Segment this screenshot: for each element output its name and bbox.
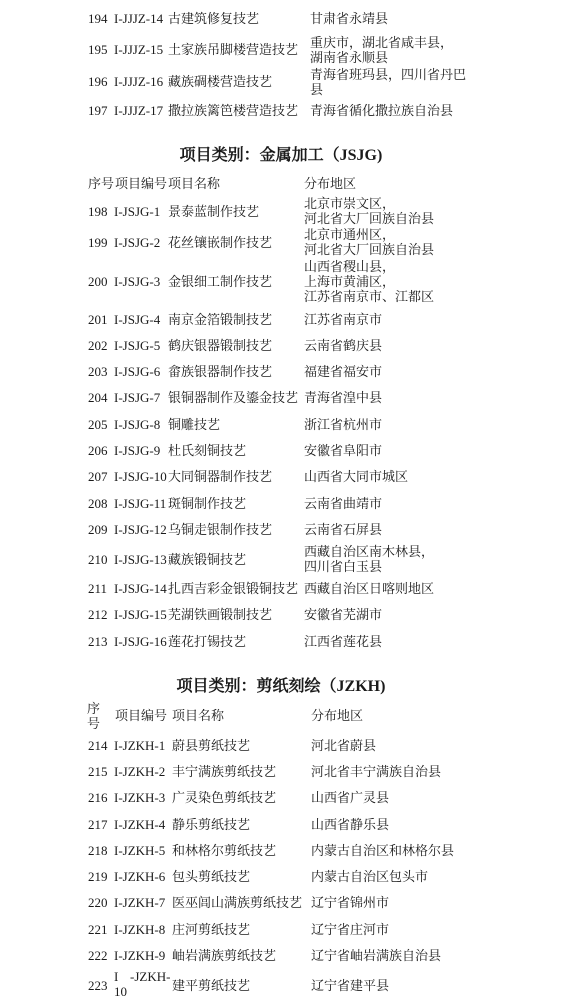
item-region: 山西省静乐县	[311, 817, 390, 832]
item-region: 青海省湟中县	[304, 390, 383, 405]
header-region: 分布地区	[311, 708, 364, 723]
item-code: I-JSJG-2	[114, 235, 161, 250]
row-number: 211	[88, 581, 108, 596]
item-name: 医巫闾山满族剪纸技艺	[172, 895, 303, 910]
header-name: 项目名称	[168, 176, 221, 191]
item-name: 庄河剪纸技艺	[172, 922, 251, 937]
row-number: 208	[88, 496, 108, 511]
header-number: 序号	[88, 176, 115, 191]
item-region: 云南省鹤庆县	[304, 338, 383, 353]
item-name: 花丝镶嵌制作技艺	[168, 235, 273, 250]
item-name: 南京金箔锻制技艺	[168, 312, 273, 327]
row-number: 219	[88, 869, 108, 884]
item-region: 青海省班玛县，四川省丹巴 县	[310, 67, 467, 97]
item-name: 大同铜器制作技艺	[168, 469, 273, 484]
row-number: 214	[88, 738, 108, 753]
item-code: I-JSJG-11	[114, 496, 167, 511]
item-code: I	[114, 969, 119, 984]
header-code: 项目编号	[115, 176, 168, 191]
item-code: -JZKH-	[130, 969, 171, 984]
item-name: 土家族吊脚楼营造技艺	[168, 42, 299, 57]
item-region: 云南省曲靖市	[304, 496, 383, 511]
item-name: 莲花打锡技艺	[168, 634, 247, 649]
item-code: I-JZKH-7	[114, 895, 166, 910]
item-name: 蔚县剪纸技艺	[172, 738, 251, 753]
item-code: I-JZKH-3	[114, 790, 166, 805]
item-code: I-JJJZ-15	[114, 42, 164, 57]
item-region: 河北省蔚县	[311, 738, 377, 753]
item-code: I-JZKH-2	[114, 764, 166, 779]
row-number: 200	[88, 274, 108, 289]
item-region: 山西省稷山县， 上海市黄浦区， 江苏省南京市、江都区	[304, 259, 435, 304]
item-code: I-JSJG-14	[114, 581, 167, 596]
row-number: 201	[88, 312, 108, 327]
section-title-jzkh: 项目类别：剪纸刻绘（JZKH)	[176, 678, 386, 695]
item-code: I-JSJG-12	[114, 522, 167, 537]
item-name: 铜雕技艺	[168, 417, 221, 432]
header-region: 分布地区	[304, 176, 357, 191]
row-number: 210	[88, 552, 108, 567]
row-number: 198	[88, 204, 108, 219]
row-number: 202	[88, 338, 108, 353]
row-number: 204	[88, 390, 108, 405]
row-number: 218	[88, 843, 108, 858]
item-region: 云南省石屏县	[304, 522, 383, 537]
row-number: 199	[88, 235, 108, 250]
item-name: 乌铜走银制作技艺	[168, 522, 273, 537]
item-region: 重庆市，湖北省咸丰县， 湖南省永顺县	[310, 35, 454, 65]
item-name: 畲族银器制作技艺	[168, 364, 273, 379]
row-number: 197	[88, 103, 108, 118]
row-number: 205	[88, 417, 108, 432]
item-region: 福建省福安市	[304, 364, 383, 379]
row-number: 203	[88, 364, 108, 379]
row-number: 221	[88, 922, 108, 937]
item-name: 丰宁满族剪纸技艺	[172, 764, 277, 779]
row-number: 206	[88, 443, 108, 458]
item-name: 撒拉族篱笆楼营造技艺	[168, 103, 299, 118]
item-code: I-JZKH-8	[114, 922, 166, 937]
item-name: 金银细工制作技艺	[168, 274, 273, 289]
item-region: 辽宁省岫岩满族自治县	[311, 948, 442, 963]
item-code: I-JSJG-8	[114, 417, 161, 432]
item-code: I-JSJG-10	[114, 469, 167, 484]
item-code: I-JSJG-16	[114, 634, 167, 649]
item-region: 辽宁省建平县	[311, 978, 390, 993]
row-number: 209	[88, 522, 108, 537]
item-code: 10	[114, 984, 127, 999]
section-title-jsjg: 项目类别：金属加工（JSJG)	[179, 147, 383, 164]
item-region: 北京市崇文区， 河北省大厂回族自治县	[304, 196, 435, 226]
item-region: 安徽省芜湖市	[304, 607, 383, 622]
row-number: 215	[88, 764, 108, 779]
item-name: 古建筑修复技艺	[168, 11, 260, 26]
header-number: 序	[87, 701, 101, 716]
item-region: 山西省大同市城区	[304, 469, 409, 484]
item-code: I-JSJG-7	[114, 390, 161, 405]
item-code: I-JSJG-1	[114, 204, 161, 219]
item-region: 内蒙古自治区和林格尔县	[311, 843, 455, 858]
item-region: 山西省广灵县	[311, 790, 390, 805]
item-code: I-JZKH-6	[114, 869, 166, 884]
item-region: 甘肃省永靖县	[310, 11, 389, 26]
item-region: 西藏自治区日喀则地区	[304, 581, 435, 596]
header-name: 项目名称	[172, 708, 225, 723]
item-name: 扎西吉彩金银锻铜技艺	[168, 581, 299, 596]
item-region: 浙江省杭州市	[304, 417, 383, 432]
header-number: 号	[87, 716, 101, 731]
item-region: 江苏省南京市	[304, 312, 383, 327]
row-number: 222	[88, 948, 108, 963]
item-name: 藏族锻铜技艺	[168, 552, 247, 567]
item-code: I-JZKH-4	[114, 817, 166, 832]
row-number: 196	[88, 74, 108, 89]
item-name: 静乐剪纸技艺	[172, 817, 251, 832]
item-region: 西藏自治区南木林县， 四川省白玉县	[304, 544, 435, 574]
item-region: 辽宁省庄河市	[311, 922, 390, 937]
row-number: 220	[88, 895, 108, 910]
item-code: I-JSJG-4	[114, 312, 161, 327]
item-name: 藏族碉楼营造技艺	[168, 74, 273, 89]
item-region: 安徽省阜阳市	[304, 443, 383, 458]
item-name: 斑铜制作技艺	[168, 496, 247, 511]
row-number: 207	[88, 469, 108, 484]
item-code: I-JSJG-5	[114, 338, 161, 353]
item-name: 岫岩满族剪纸技艺	[172, 948, 277, 963]
item-code: I-JSJG-13	[114, 552, 167, 567]
item-name: 景泰蓝制作技艺	[168, 204, 260, 219]
item-region: 北京市通州区， 河北省大厂回族自治县	[304, 227, 435, 257]
row-number: 223	[88, 978, 108, 993]
item-code: I-JJJZ-17	[114, 103, 164, 118]
item-region: 江西省莲花县	[304, 634, 383, 649]
item-code: I-JJJZ-16	[114, 74, 164, 89]
item-name: 建平剪纸技艺	[172, 978, 251, 993]
item-region: 青海省循化撒拉族自治县	[310, 103, 454, 118]
item-code: I-JJJZ-14	[114, 11, 164, 26]
row-number: 216	[88, 790, 108, 805]
item-region: 辽宁省锦州市	[311, 895, 390, 910]
item-code: I-JSJG-9	[114, 443, 161, 458]
header-code: 项目编号	[115, 708, 168, 723]
item-code: I-JZKH-5	[114, 843, 166, 858]
item-region: 河北省丰宁满族自治县	[311, 764, 442, 779]
row-number: 194	[88, 11, 108, 26]
item-region: 内蒙古自治区包头市	[311, 869, 429, 884]
row-number: 213	[88, 634, 108, 649]
item-name: 芜湖铁画锻制技艺	[168, 607, 273, 622]
item-name: 杜氏刻铜技艺	[168, 443, 247, 458]
row-number: 195	[88, 42, 108, 57]
row-number: 212	[88, 607, 108, 622]
item-name: 广灵染色剪纸技艺	[172, 790, 277, 805]
item-name: 包头剪纸技艺	[172, 869, 251, 884]
row-number: 217	[88, 817, 108, 832]
item-code: I-JSJG-3	[114, 274, 161, 289]
item-code: I-JZKH-1	[114, 738, 166, 753]
item-name: 和林格尔剪纸技艺	[172, 843, 277, 858]
item-name: 鹤庆银器锻制技艺	[168, 338, 273, 353]
item-code: I-JZKH-9	[114, 948, 166, 963]
item-name: 银铜器制作及鎏金技艺	[168, 390, 299, 405]
item-code: I-JSJG-6	[114, 364, 161, 379]
item-code: I-JSJG-15	[114, 607, 167, 622]
